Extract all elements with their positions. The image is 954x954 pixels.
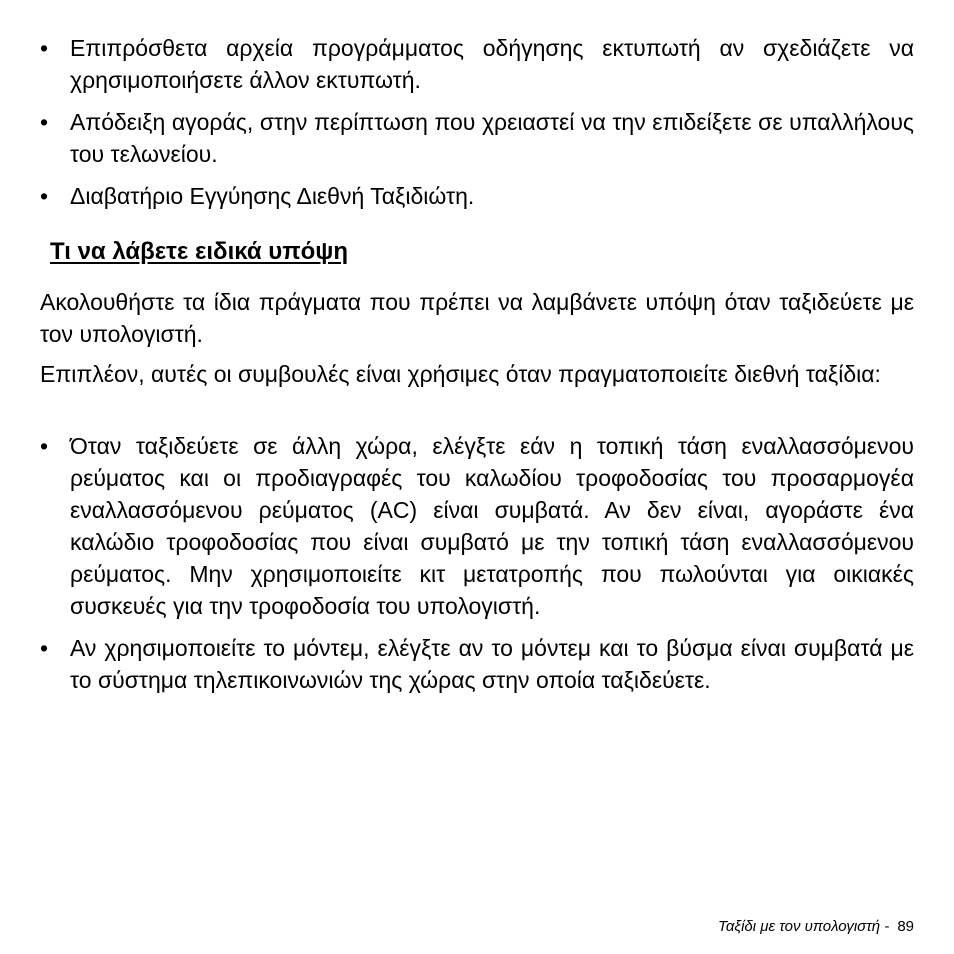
list-item — [40, 106, 914, 170]
page-number: 89 — [897, 918, 914, 935]
page-footer — [718, 917, 914, 937]
list-item-text: Αν χρησιμοποιείτε το μόντεμ, ελέγξτε αν το μόντεμ και το βύσμα είναι συμβατά με το σύστημα τηλεπικοινωνιών της χώρας στην οποία ταξιδεύετε. — [70, 635, 914, 693]
section-heading: Τι να λάβετε ειδικά υπόψη — [50, 238, 348, 265]
bullet-icon: • — [40, 635, 49, 661]
bullet-icon: • — [40, 183, 49, 209]
body-paragraph: Επιπλέον, αυτές οι συμβουλές είναι χρήσιμες όταν πραγματοποιείτε διεθνή ταξίδια: — [40, 361, 881, 387]
list-item — [40, 430, 914, 622]
list-item-text: Διαβατήριο Εγγύησης Διεθνή Ταξιδιώτη. — [70, 183, 475, 209]
bullet-icon: • — [40, 109, 49, 135]
bullet-icon: • — [40, 433, 49, 459]
bullet-icon: • — [40, 35, 49, 61]
list-item — [40, 180, 914, 212]
bullet-list-travel-tips — [40, 430, 914, 706]
list-item-text: Απόδειξη αγοράς, στην περίπτωση που χρειαστεί να την επιδείξετε σε υπαλλήλους του τελωνείου. — [70, 109, 914, 167]
list-item — [40, 632, 914, 696]
list-item — [40, 32, 914, 96]
bullet-list-items-to-take — [40, 32, 914, 222]
footer-section-title: Ταξίδι με τον υπολογιστή - — [718, 918, 890, 935]
body-paragraph: Ακολουθήστε τα ίδια πράγματα που πρέπει να λαμβάνετε υπόψη όταν ταξιδεύετε με τον υπολογιστή. — [40, 289, 914, 347]
list-item-text: Επιπρόσθετα αρχεία προγράμματος οδήγησης εκτυπωτή αν σχεδιάζετε να χρησιμοποιήσετε άλλον εκτυπωτή. — [70, 35, 914, 93]
list-item-text: Όταν ταξιδεύετε σε άλλη χώρα, ελέγξτε εάν η τοπική τάση εναλλασσόμενου ρεύματος και οι προδιαγραφές του καλωδίου τροφοδοσίας του προσαρμογέα εναλλασσόμενου ρεύματος (AC) είναι συμβατά. Αν δεν είναι, αγοράστε ένα καλώδιο τροφοδοσίας που είναι συμβατό με την τοπική τάση εναλλασσόμενου ρεύματος. Μην χρησιμοποιείτε κιτ μετατροπής που πωλούνται για οικιακές συσκευές για την τροφοδοσία του υπολογιστή. — [70, 433, 914, 619]
